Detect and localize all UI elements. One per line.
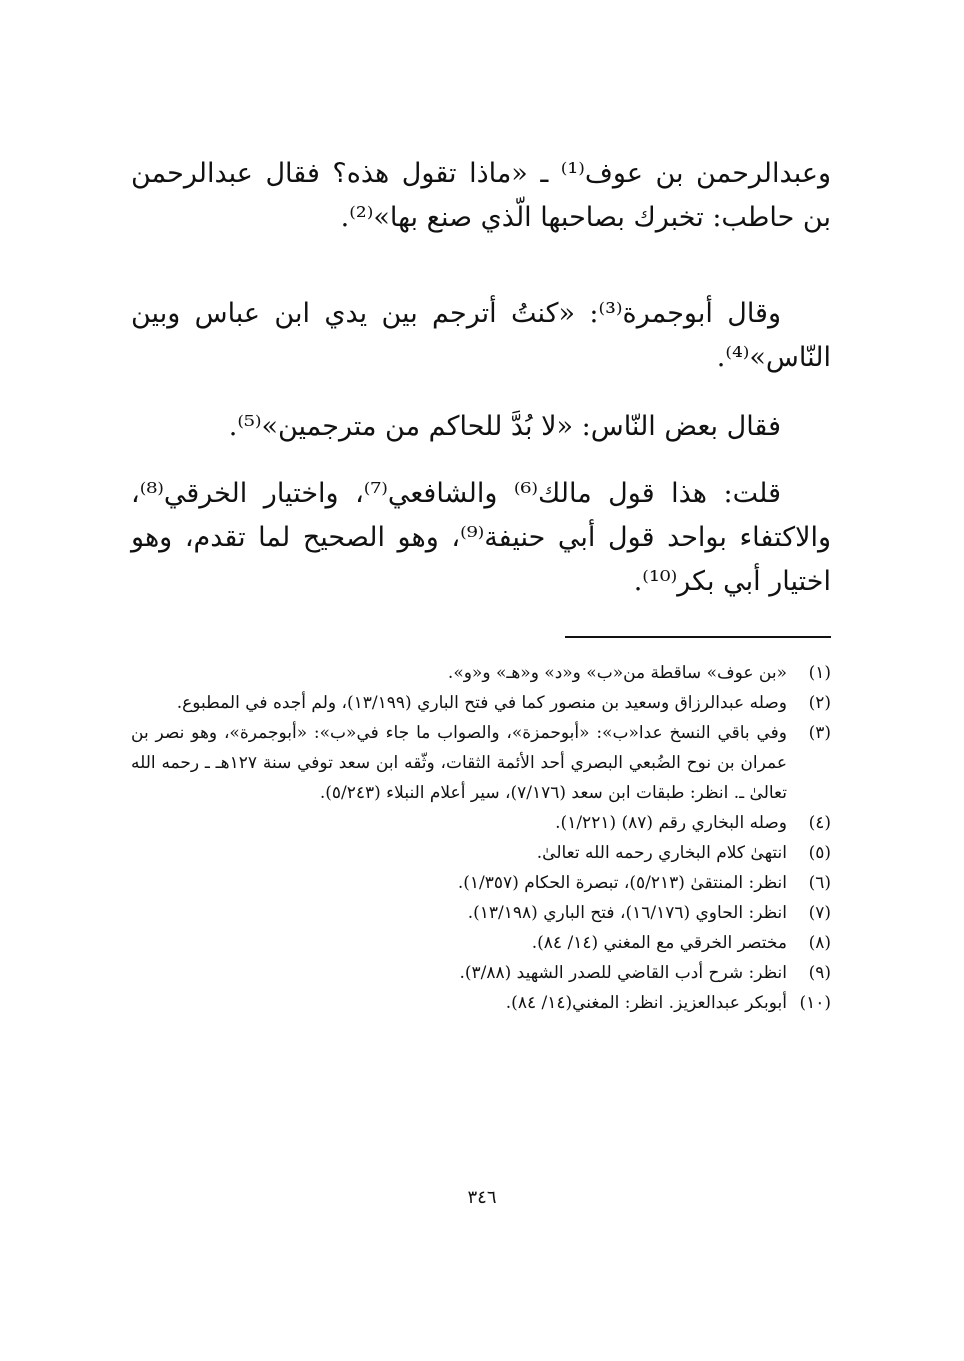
page-number: ٣٤٦ [467,1187,497,1208]
footnote-item [131,988,831,1018]
footnote-number: (٧) [808,903,831,923]
body-paragraph: قلت: هذا قول مالك⁽⁶⁾ والشافعي⁽⁷⁾، واختيار الخرقي⁽⁸⁾، والاكتفاء بواحد قول أبي حنيفة⁽⁹⁾، وهو الصحيح لما تقدم، وهو اختيار أبي بكر⁽¹⁰⁾. [131,478,832,597]
footnote-number: (٥) [808,843,831,863]
footnote-number: (١) [808,663,831,683]
footnote-text: انظر: شرح أدب القاضي للصدر الشهيد (٣/٨٨). [459,963,787,983]
body-paragraph: وعبدالرحمن بن عوف⁽¹⁾ ـ «ماذا تقول هذه؟ فقال عبدالرحمن بن حاطب: تخبرك بصاحبها الّذي صنع بها»⁽²⁾. [131,158,832,233]
footnote-item [131,658,831,688]
footnote-text: وصله عبدالرزاق وسعيد بن منصور كما في فتح الباري (١٣/١٩٩)، ولم أجده في المطبوع. [176,693,787,713]
footnote-text: انظر: الحاوي (١٦/١٧٦)، فتح الباري (١٣/١٩٨). [467,903,787,923]
footnote-text: وفي باقي النسخ عدا«ب»: «أبوحمزة»، والصواب ما جاء في«ب»: «أبوجمرة»، وهو نصر بن عمران بن نوح الضُبعي البصري أحد الأئمة الثقات، وثّقه ابن سعد توفي سنة ١٢٧هـ ـ رحمه الله تعالىٰ ـ. انظر: طبقات ابن سعد (٧/١٧٦)، سير أعلام النبلاء (٥/٢٤٣). [131,723,787,803]
footnote-text: مختصر الخرقي مع المغني (١٤/ ٨٤). [531,933,787,953]
footnote-item [131,718,831,808]
footnote-number: (١٠) [799,993,831,1013]
footnote-item [131,958,831,988]
footnote-number: (٣) [808,723,831,743]
footnote-number: (٨) [808,933,831,953]
footnote-number: (٩) [808,963,831,983]
footnote-item [131,688,831,718]
body-paragraph: وقال أبوجمرة⁽³⁾: «كنتُ أترجم بين يدي ابن عباس وبين النّاس»⁽⁴⁾. [131,298,831,373]
footnote-text: وصله البخاري رقم (٨٧) (١/٢٢١). [555,813,787,833]
footnote-item [131,808,831,838]
footnote-text: انظر: المنتقىٰ (٥/٢١٣)، تبصرة الحكام (١/٣٥٧). [457,873,787,893]
footnote-text: انتهىٰ كلام البخاري رحمه الله تعالىٰ. [536,843,787,863]
footnote-text: «بن عوف» ساقطة من«ب» و«د» و«هـ» و«و». [447,663,787,683]
body-paragraph: فقال بعض النّاس: «لا بُدَّ للحاكم من مترجمين»⁽⁵⁾. [228,411,781,442]
footnote-number: (٢) [808,693,831,713]
footnote-item [131,838,831,868]
footnote-item [131,928,831,958]
footnote-divider [565,636,831,638]
footnote-number: (٤) [808,813,831,833]
footnote-text: أبوبكر عبدالعزيز. انظر: المغني(١٤/ ٨٤). [505,993,787,1013]
footnotes-list [131,658,831,1018]
footnote-number: (٦) [808,873,831,893]
footnote-item [131,868,831,898]
footnote-item [131,898,831,928]
